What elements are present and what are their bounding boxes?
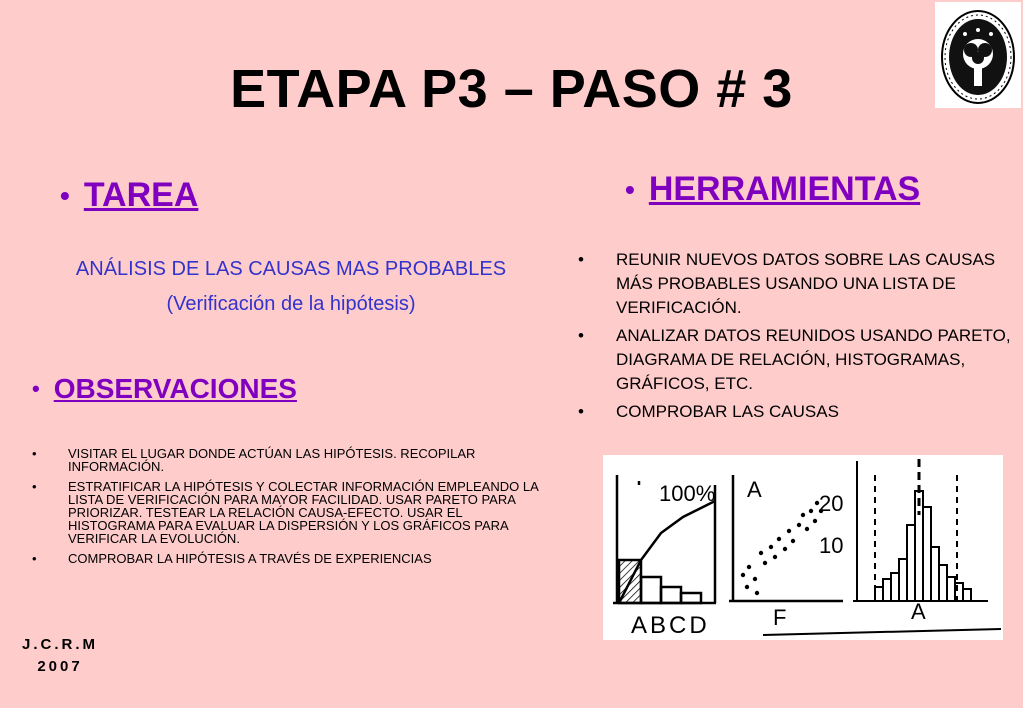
observaciones-heading	[32, 373, 297, 405]
bullet: •	[32, 446, 37, 461]
herramientas-list	[578, 248, 1018, 428]
footer-line2: 2007	[37, 658, 83, 675]
slide-title: ETAPA P3 – PASO # 3	[230, 59, 793, 119]
tarea-heading-text: TAREA	[83, 176, 199, 214]
list-item-text: REUNIR NUEVOS DATOS SOBRE LAS CAUSAS MÁS PROBABLES USANDO UNA LISTA DE VERIFICACIÓN.	[616, 250, 996, 317]
list-item	[32, 480, 552, 545]
observaciones-heading-text: OBSERVACIONES	[53, 373, 297, 404]
scatter-points	[741, 501, 823, 595]
bullet: •	[60, 179, 70, 211]
hist-x-label: A	[911, 599, 926, 624]
tarea-heading	[60, 176, 198, 215]
tarea-body	[60, 256, 522, 318]
histogram-sketch	[853, 459, 988, 601]
list-item	[578, 248, 1018, 320]
tools-sketch-illustration	[603, 455, 1003, 640]
list-item	[32, 552, 552, 565]
footer-signature	[10, 634, 110, 678]
list-item-text: ANALIZAR DATOS REUNIDOS USANDO PARETO, DIAGRAMA DE RELACIÓN, HISTOGRAMAS, GRÁFICOS, ETC.	[616, 326, 1011, 393]
herramientas-heading-text: HERRAMIENTAS	[648, 170, 921, 208]
hist-tick-20: 20	[819, 491, 844, 516]
scatter-y-label: A	[747, 477, 762, 502]
list-item	[578, 324, 1018, 396]
baseline-stroke	[763, 629, 1001, 635]
bullet: •	[32, 479, 37, 494]
hist-tick-10: 10	[819, 533, 844, 558]
footer-line1: J.C.R.M	[21, 636, 98, 653]
university-seal-logo	[935, 2, 1021, 108]
tarea-line1: ANÁLISIS DE LAS CAUSAS MAS PROBABLES	[75, 258, 507, 280]
bullet: •	[578, 250, 584, 269]
pareto-percent-label: 100%	[659, 481, 716, 506]
list-item-text: ESTRATIFICAR LA HIPÓTESIS Y COLECTAR INFORMACIÓN EMPLEANDO LA LISTA DE VERIFICACIÓN PARA MAYOR FACILIDAD. USAR PARETO PARA PRIORIZAR. TESTEAR LA RELACIÓN CAUSA-EFECTO. USAR EL HISTOGRAMA PARA EVALUAR LA DISPERSIÓN Y LOS GRÁFICOS PARA VERIFICAR LA EVOLUCIÓN.	[68, 479, 539, 546]
herramientas-heading	[625, 170, 920, 209]
observaciones-list	[32, 447, 552, 572]
bullet: •	[32, 551, 37, 566]
tarea-line2: (Verificación de la hipótesis)	[166, 293, 416, 315]
bullet: •	[578, 402, 584, 421]
bullet: •	[625, 173, 635, 205]
pareto-category-labels: ABCD	[631, 612, 710, 639]
list-item	[32, 447, 552, 473]
list-item	[578, 400, 1018, 424]
bullet: •	[32, 376, 40, 401]
list-item-text: COMPROBAR LAS CAUSAS	[616, 402, 839, 421]
scatter-x-label: F	[773, 605, 787, 630]
list-item-text: COMPROBAR LA HIPÓTESIS A TRAVÉS DE EXPERIENCIAS	[68, 551, 432, 566]
bullet: •	[578, 326, 584, 345]
list-item-text: VISITAR EL LUGAR DONDE ACTÚAN LAS HIPÓTESIS. RECOPILAR INFORMACIÓN.	[68, 446, 476, 474]
